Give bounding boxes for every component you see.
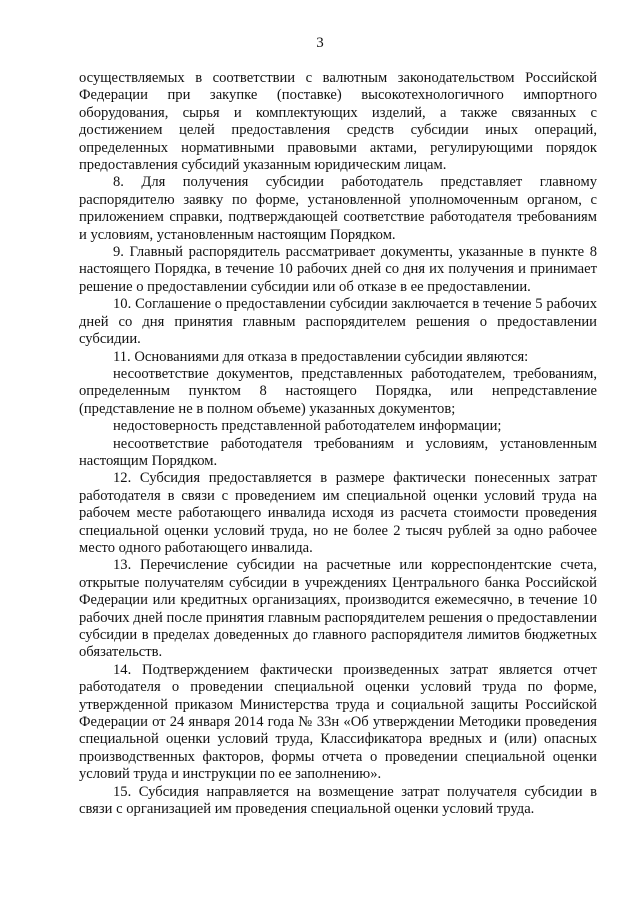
- paragraph-item-15: 15. Субсидия направляется на возмещение затрат получателя субсидии в связи с организацией им проведения специальной оценки условий труда.: [79, 783, 597, 818]
- paragraph-item-10: 10. Соглашение о предоставлении субсидии заключается в течение 5 рабочих дней со дня принятия главным распорядителем решения о предоставлении субсидии.: [79, 296, 597, 348]
- paragraph-item-13: 13. Перечисление субсидии на расчетные или корреспондентские счета, открытые получателям субсидии в учреждениях Центрального банка Российской Федерации или кредитных организациях, производится ежемесячно, в течение 10 рабочих дней после принятия главным распорядителем решения о предоставлении субсидии в пределах доведенных до главного распорядителя лимитов бюджетных обязательств.: [79, 557, 597, 661]
- page-number: 3: [316, 35, 324, 51]
- paragraph-refusal-reason-3: несоответствие работодателя требованиям и условиям, установленным настоящим Порядком.: [79, 435, 597, 469]
- paragraph-item-8: 8. Для получения субсидии работодатель представляет главному распорядителю заявку по форме, установленной уполномоченным органом, с приложением справки, подтверждающей соответствие работодателя требованиям и условиям, установленным настоящим Порядком.: [79, 174, 597, 243]
- paragraph-item-12: 12. Субсидия предоставляется в размере фактически понесенных затрат работодателя в связи с проведением им специальной оценки условий труда на рабочем месте работающего инвалида исходя из расчета стоимости проведения специальной оценки условий труда, но не более 2 тысяч рублей за одно рабочее место одного работающего инвалида.: [79, 470, 597, 556]
- paragraph-refusal-reason-1: несоответствие документов, представленных работодателем, требованиям, определенным пунктом 8 настоящего Порядка, или непредставление (представление не в полном объеме) указанных документов;: [79, 365, 597, 417]
- paragraph-continuation: осуществляемых в соответствии с валютным законодательством Российской Федерации при закупке (поставке) высокотехнологичного импортного оборудования, сырья и комплектующих изделий, а также связанных с достижением целей предоставления средств субсидии иных операций, определенных нормативными правовыми актами, регулирующими порядок предоставления субсидий указанным юридическим лицам.: [79, 70, 597, 174]
- paragraph-item-11: 11. Основаниями для отказа в предоставлении субсидии являются:: [113, 348, 529, 365]
- paragraph-item-9: 9. Главный распорядитель рассматривает документы, указанные в пункте 8 настоящего Порядка, в течение 10 рабочих дней со дня их получения и принимает решение о предоставлении субсидии или об отказе в ее предоставлении.: [79, 244, 597, 295]
- paragraph-item-14: 14. Подтверждением фактически произведенных затрат является отчет работодателя о проведении специальной оценки условий труда по форме, утвержденной приказом Министерства труда и социальной защиты Российской Федерации от 24 января 2014 года № 33н «Об утверждении Методики проведения специальной оценки условий труда, Классификатора вредных и (или) опасных производственных факторов, формы отчета о проведении специальной оценки условий труда и инструкции по ее заполнению».: [79, 661, 597, 783]
- document-body: [79, 70, 597, 818]
- paragraph-refusal-reason-2: недостоверность представленной работодателем информации;: [113, 418, 502, 435]
